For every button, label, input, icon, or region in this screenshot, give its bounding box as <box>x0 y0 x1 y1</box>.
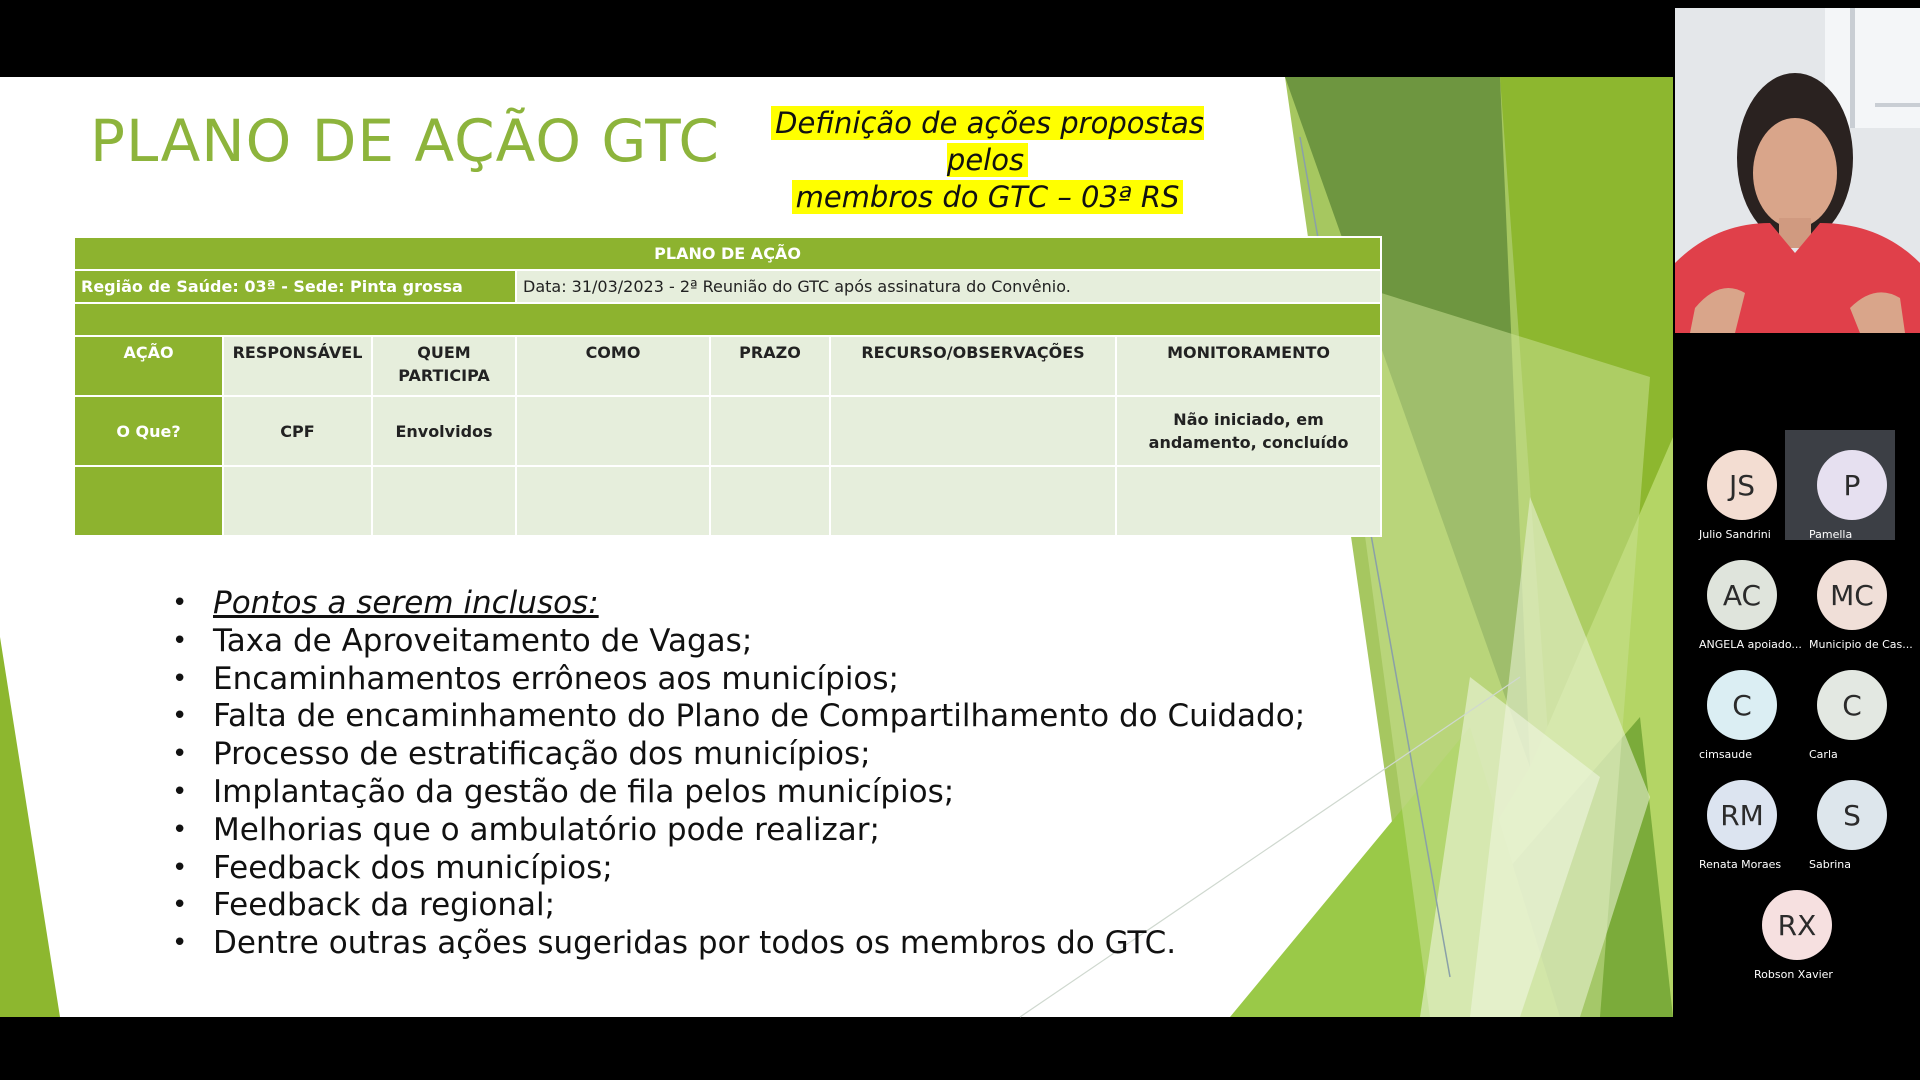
list-item: • Falta de encaminhamento do Plano de Compartilhamento do Cuidado; <box>170 698 1305 736</box>
participant-tile[interactable] <box>1675 430 1785 540</box>
table-cell <box>1116 466 1381 536</box>
subtitle-line-2: membros do GTC – 03ª RS <box>792 180 1184 214</box>
slide-title: PLANO DE AÇÃO GTC <box>90 107 720 175</box>
table-cell: Não iniciado, em andamento, concluído <box>1116 396 1381 466</box>
column-header: QUEM PARTICIPA <box>372 336 516 396</box>
table-row <box>74 466 1381 536</box>
participant-tile[interactable] <box>1730 870 1840 980</box>
list-item: • Implantação da gestão de fila pelos municípios; <box>170 774 1305 812</box>
speaker-video-tile[interactable] <box>1675 8 1920 333</box>
avatar: C <box>1817 670 1887 740</box>
participant-tile[interactable] <box>1675 650 1785 760</box>
presentation-slide <box>0 77 1673 1017</box>
column-header: RECURSO/OBSERVAÇÕES <box>830 336 1116 396</box>
column-header: AÇÃO <box>74 336 223 396</box>
table-cell <box>516 396 710 466</box>
participant-tile[interactable] <box>1675 540 1802 651</box>
subtitle-line-1: Definição de ações propostas pelos <box>771 106 1204 177</box>
list-item: • Taxa de Aproveitamento de Vagas; <box>170 623 1305 661</box>
participant-tile[interactable] <box>1675 760 1785 870</box>
list-item: • Melhorias que o ambulatório pode realizar; <box>170 812 1305 850</box>
participant-name: ANGELA apoiado... <box>1699 638 1802 651</box>
table-cell <box>516 466 710 536</box>
column-header: RESPONSÁVEL <box>223 336 372 396</box>
table-cell <box>372 466 516 536</box>
avatar: P <box>1817 450 1887 520</box>
avatar: C <box>1707 670 1777 740</box>
participant-name: Renata Moraes <box>1699 858 1782 871</box>
list-item-text: Pontos a serem inclusos: <box>213 585 599 621</box>
table-row <box>74 396 1381 466</box>
table-cell <box>710 396 830 466</box>
avatar: S <box>1817 780 1887 850</box>
table-header: PLANO DE AÇÃO <box>74 237 1381 270</box>
table-header-row <box>74 336 1381 396</box>
date-cell: Data: 31/03/2023 - 2ª Reunião do GTC após assinatura do Convênio. <box>516 270 1381 303</box>
participant-name: Pamella <box>1809 528 1853 541</box>
table-cell <box>830 396 1116 466</box>
column-header: COMO <box>516 336 710 396</box>
list-item: • Dentre outras ações sugeridas por todos os membros do GTC. <box>170 925 1305 963</box>
participant-tile[interactable] <box>1785 760 1895 870</box>
bullet-list <box>170 585 1305 963</box>
action-plan-table <box>73 236 1382 537</box>
avatar: AC <box>1707 560 1777 630</box>
table-cell <box>830 466 1116 536</box>
column-header: MONITORAMENTO <box>1116 336 1381 396</box>
column-header: PRAZO <box>710 336 830 396</box>
participant-name: Municipio de Cas... <box>1809 638 1913 651</box>
list-item <box>170 585 1305 623</box>
list-item: • Encaminhamentos errôneos aos municípios; <box>170 661 1305 699</box>
list-item: • Feedback da regional; <box>170 887 1305 925</box>
participant-name: Robson Xavier <box>1754 968 1833 981</box>
participant-name: cimsaude <box>1699 748 1753 761</box>
avatar: RX <box>1762 890 1832 960</box>
table-cell: Envolvidos <box>372 396 516 466</box>
participant-tile[interactable] <box>1785 650 1895 760</box>
list-item: • Feedback dos municípios; <box>170 850 1305 888</box>
avatar: RM <box>1707 780 1777 850</box>
participant-tile[interactable] <box>1785 430 1895 540</box>
slide-subtitle <box>735 105 1240 216</box>
participant-name: Julio Sandrini <box>1699 528 1771 541</box>
participant-name: Sabrina <box>1809 858 1851 871</box>
table-cell: CPF <box>223 396 372 466</box>
avatar: JS <box>1707 450 1777 520</box>
table-cell: O Que? <box>74 396 223 466</box>
speaker-video-image <box>1675 8 1920 333</box>
region-cell: Região de Saúde: 03ª - Sede: Pinta grossa <box>74 270 516 303</box>
participant-name: Carla <box>1809 748 1838 761</box>
list-item: • Processo de estratificação dos municípios; <box>170 736 1305 774</box>
table-cell <box>74 466 223 536</box>
participant-tile[interactable] <box>1785 540 1913 651</box>
table-spacer-row <box>74 303 1381 336</box>
table-cell <box>710 466 830 536</box>
table-cell <box>223 466 372 536</box>
avatar: MC <box>1817 560 1887 630</box>
